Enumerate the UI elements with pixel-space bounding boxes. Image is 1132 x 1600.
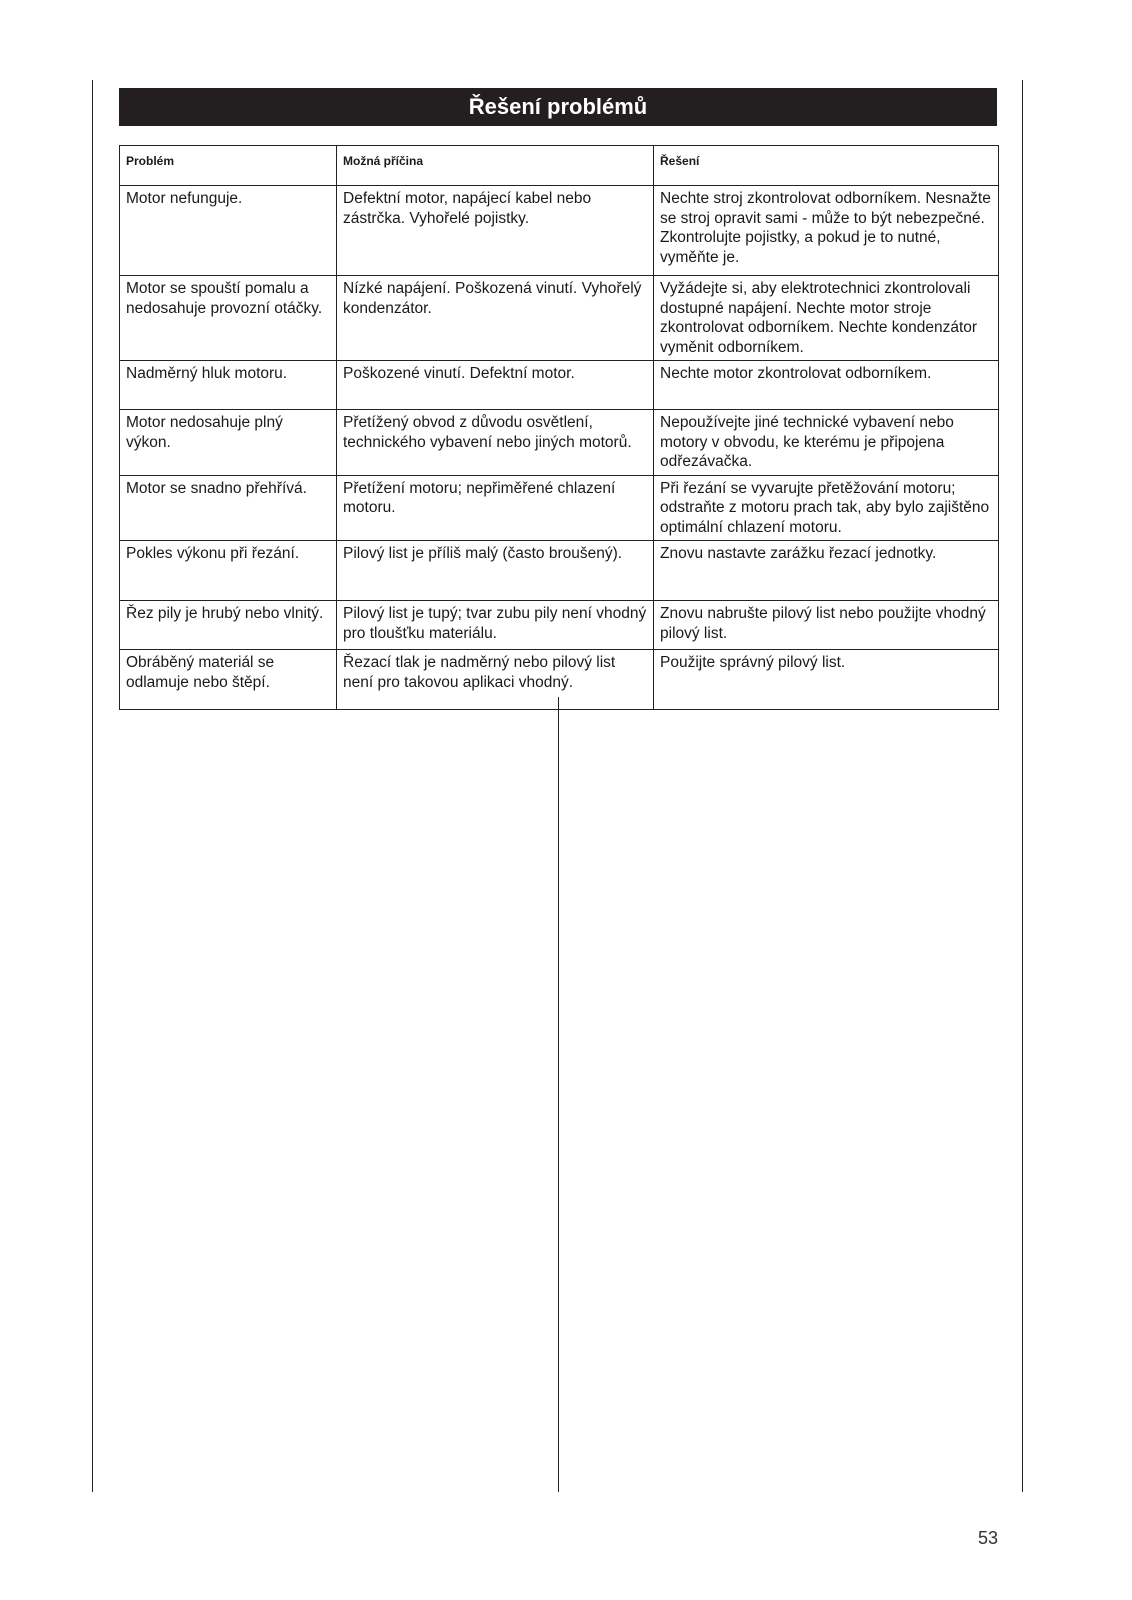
table-header-row (120, 146, 999, 186)
cause-cell: Pilový list je tupý; tvar zubu pily není vhodný pro tloušťku materiálu. (337, 601, 654, 650)
table-row (120, 410, 999, 476)
cause-cell: Defektní motor, napájecí kabel nebo zástrčka. Vyhořelé pojistky. (337, 186, 654, 276)
cause-cell: Pilový list je příliš malý (často broušený). (337, 541, 654, 601)
cause-cell: Nízké napájení. Poškozená vinutí. Vyhořelý kondenzátor. (337, 276, 654, 361)
solution-cell: Znovu nabrušte pilový list nebo použijte vhodný pilový list. (654, 601, 999, 650)
problem-cell: Motor nefunguje. (120, 186, 337, 276)
column-divider (558, 697, 559, 1492)
troubleshooting-table (119, 145, 999, 710)
table-row (120, 475, 999, 541)
table-row (120, 276, 999, 361)
problem-cell: Pokles výkonu při řezání. (120, 541, 337, 601)
solution-cell: Použijte správný pilový list. (654, 650, 999, 710)
problem-cell: Motor se snadno přehřívá. (120, 475, 337, 541)
cause-cell: Poškozené vinutí. Defektní motor. (337, 361, 654, 410)
solution-cell: Vyžádejte si, aby elektrotechnici zkontrolovali dostupné napájení. Nechte motor stroje zkontrolovat odborníkem. Nechte kondenzátor vyměnit odborníkem. (654, 276, 999, 361)
cause-cell: Přetížení motoru; nepřiměřené chlazení motoru. (337, 475, 654, 541)
table-row (120, 186, 999, 276)
table-row (120, 541, 999, 601)
section-title: Řešení problémů (119, 88, 997, 126)
header-cause: Možná příčina (337, 146, 654, 186)
header-solution: Řešení (654, 146, 999, 186)
problem-cell: Motor nedosahuje plný výkon. (120, 410, 337, 476)
problem-cell: Motor se spouští pomalu a nedosahuje provozní otáčky. (120, 276, 337, 361)
header-problem: Problém (120, 146, 337, 186)
solution-cell: Znovu nastavte zarážku řezací jednotky. (654, 541, 999, 601)
cause-cell: Řezací tlak je nadměrný nebo pilový list není pro takovou aplikaci vhodný. (337, 650, 654, 710)
table-row (120, 601, 999, 650)
right-margin-line (1022, 80, 1023, 1492)
table-row (120, 361, 999, 410)
left-margin-line (92, 80, 93, 1492)
problem-cell: Obráběný materiál se odlamuje nebo štěpí. (120, 650, 337, 710)
solution-cell: Nechte stroj zkontrolovat odborníkem. Nesnažte se stroj opravit sami - může to být nebezpečné. Zkontrolujte pojistky, a pokud je to nutné, vyměňte je. (654, 186, 999, 276)
problem-cell: Nadměrný hluk motoru. (120, 361, 337, 410)
solution-cell: Nechte motor zkontrolovat odborníkem. (654, 361, 999, 410)
page-number: 53 (978, 1528, 999, 1548)
cause-cell: Přetížený obvod z důvodu osvětlení, technického vybavení nebo jiných motorů. (337, 410, 654, 476)
solution-cell: Při řezání se vyvarujte přetěžování motoru; odstraňte z motoru prach tak, aby bylo zajištěno optimální chlazení motoru. (654, 475, 999, 541)
table-row (120, 650, 999, 710)
problem-cell: Řez pily je hrubý nebo vlnitý. (120, 601, 337, 650)
solution-cell: Nepoužívejte jiné technické vybavení nebo motory v obvodu, ke kterému je připojena odřezávačka. (654, 410, 999, 476)
